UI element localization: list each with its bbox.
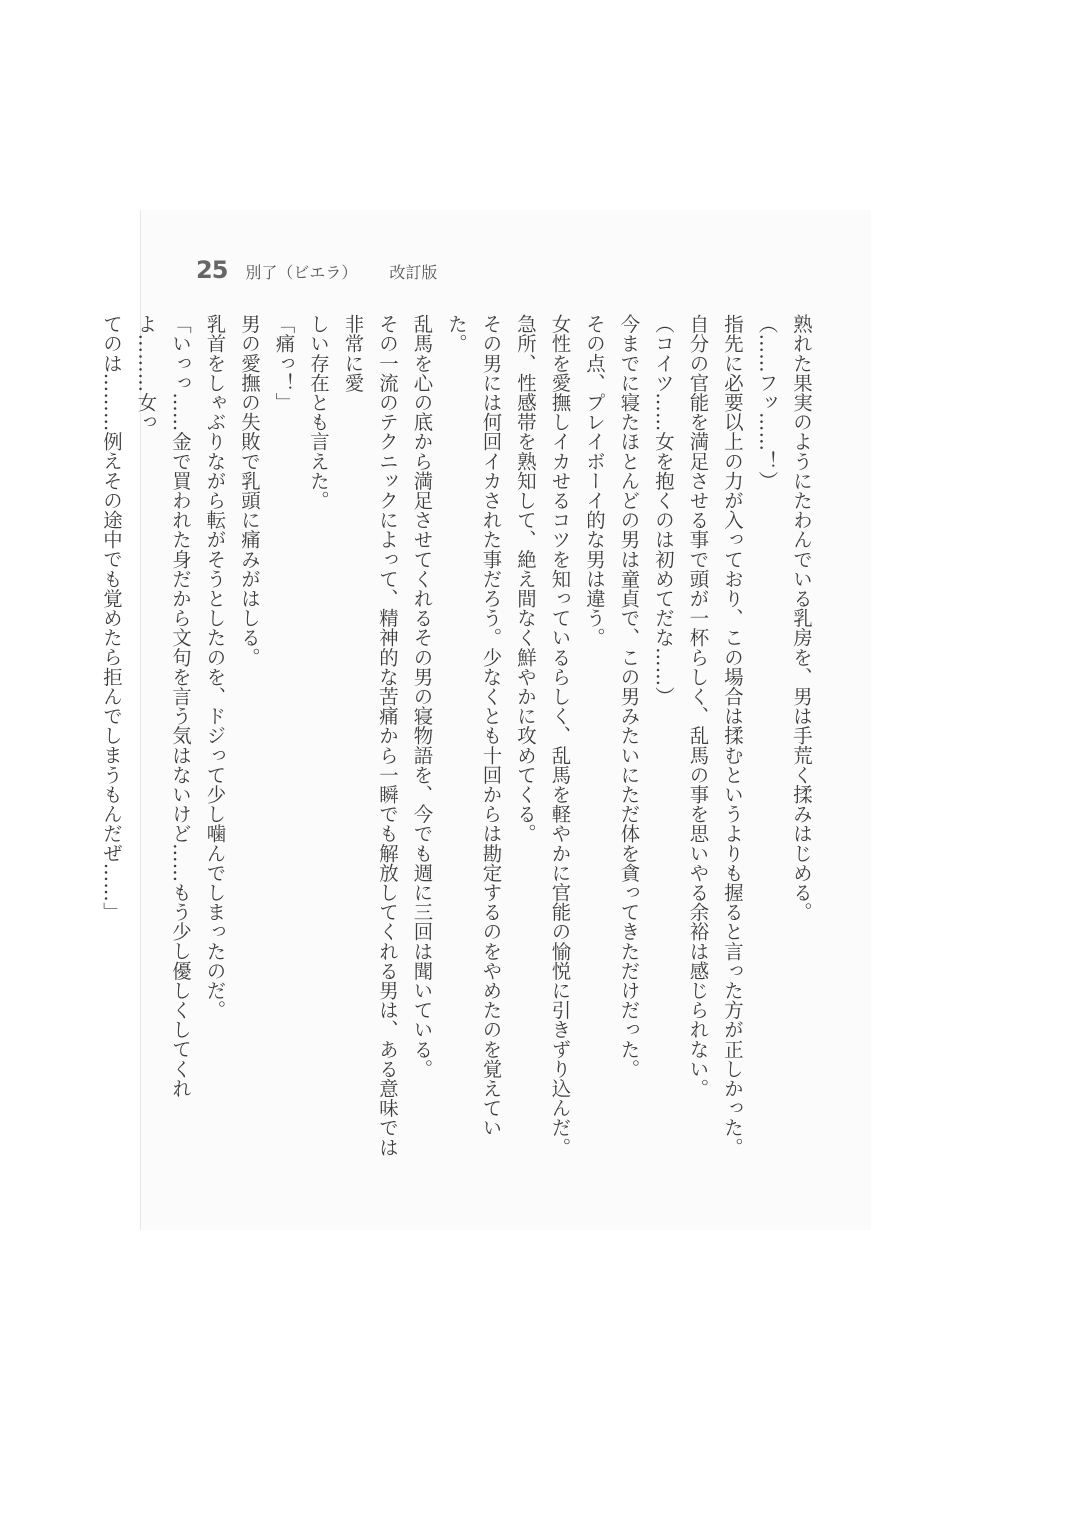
edition-label: 改訂版 [389,263,438,282]
page-number: 25 [196,256,228,284]
vertical-text-body [94,314,819,1174]
text-line: （……フッ……！） [755,314,779,491]
text-line: 女性を愛撫しイカせるコツを知っているらしく、乱馬を軽やかに官能の愉悦に引きずり込んだ。 [548,314,572,1157]
running-header [196,256,437,284]
text-line: 乱馬を心の底から満足させてくれるその男の寝物語を、今でも週に三回は聞いている。 [410,314,434,1079]
text-line: てのは………例えその途中でも覚めたら拒んでしまうもんだぜ……」 [100,314,123,922]
book-title: 別了（ビエラ） [245,263,358,282]
text-line: 「いっっ……金で買われた身だから文句を言う気はないけど……もう少し優しくしてくれよ………女っ [134,314,192,1098]
text-line: 乳首をしゃぶりながら転がそうとしたのを、ドジって少し噛んでしまったのだ。 [203,314,227,1020]
text-line: 熟れた果実のようにたわんでいる乳房を、男は手荒く揉みはじめる。 [790,314,813,922]
text-line: 男の愛撫の失敗で乳頭に痛みがはしる。 [238,314,261,667]
text-line: 指先に必要以上の力が入っており、この場合は揉むというよりも握ると言った方が正しかった。 [721,314,744,1157]
text-line: 自分の官能を満足させる事で頭が一杯らしく、乱馬の事を思いやる余裕は感じられない。 [686,314,710,1098]
text-line: 急所、性感帯を熟知して、絶え間なく鮮やかに攻めてくる。 [514,314,537,844]
text-line: しい存在とも言えた。 [307,314,330,510]
text-line: 今までに寝たほとんどの男は童貞で、この男みたいにただ体を貪ってきただけだった。 [617,314,641,1079]
text-line: （コイツ……女を抱くのは初めてだな……） [652,314,675,706]
text-line: その一流のテクニックによって、精神的な苦痛から一瞬でも解放してくれる男は、ある意味では非常に愛 [341,314,399,1157]
text-line: その点、プレイボーイ的な男は違う。 [583,314,606,648]
text-line: その男には何回イカされた事だろう。少なくとも十回からは勘定するのをやめたのを覚えていた。 [445,314,503,1138]
text-line: 「痛っ！」 [272,314,296,412]
